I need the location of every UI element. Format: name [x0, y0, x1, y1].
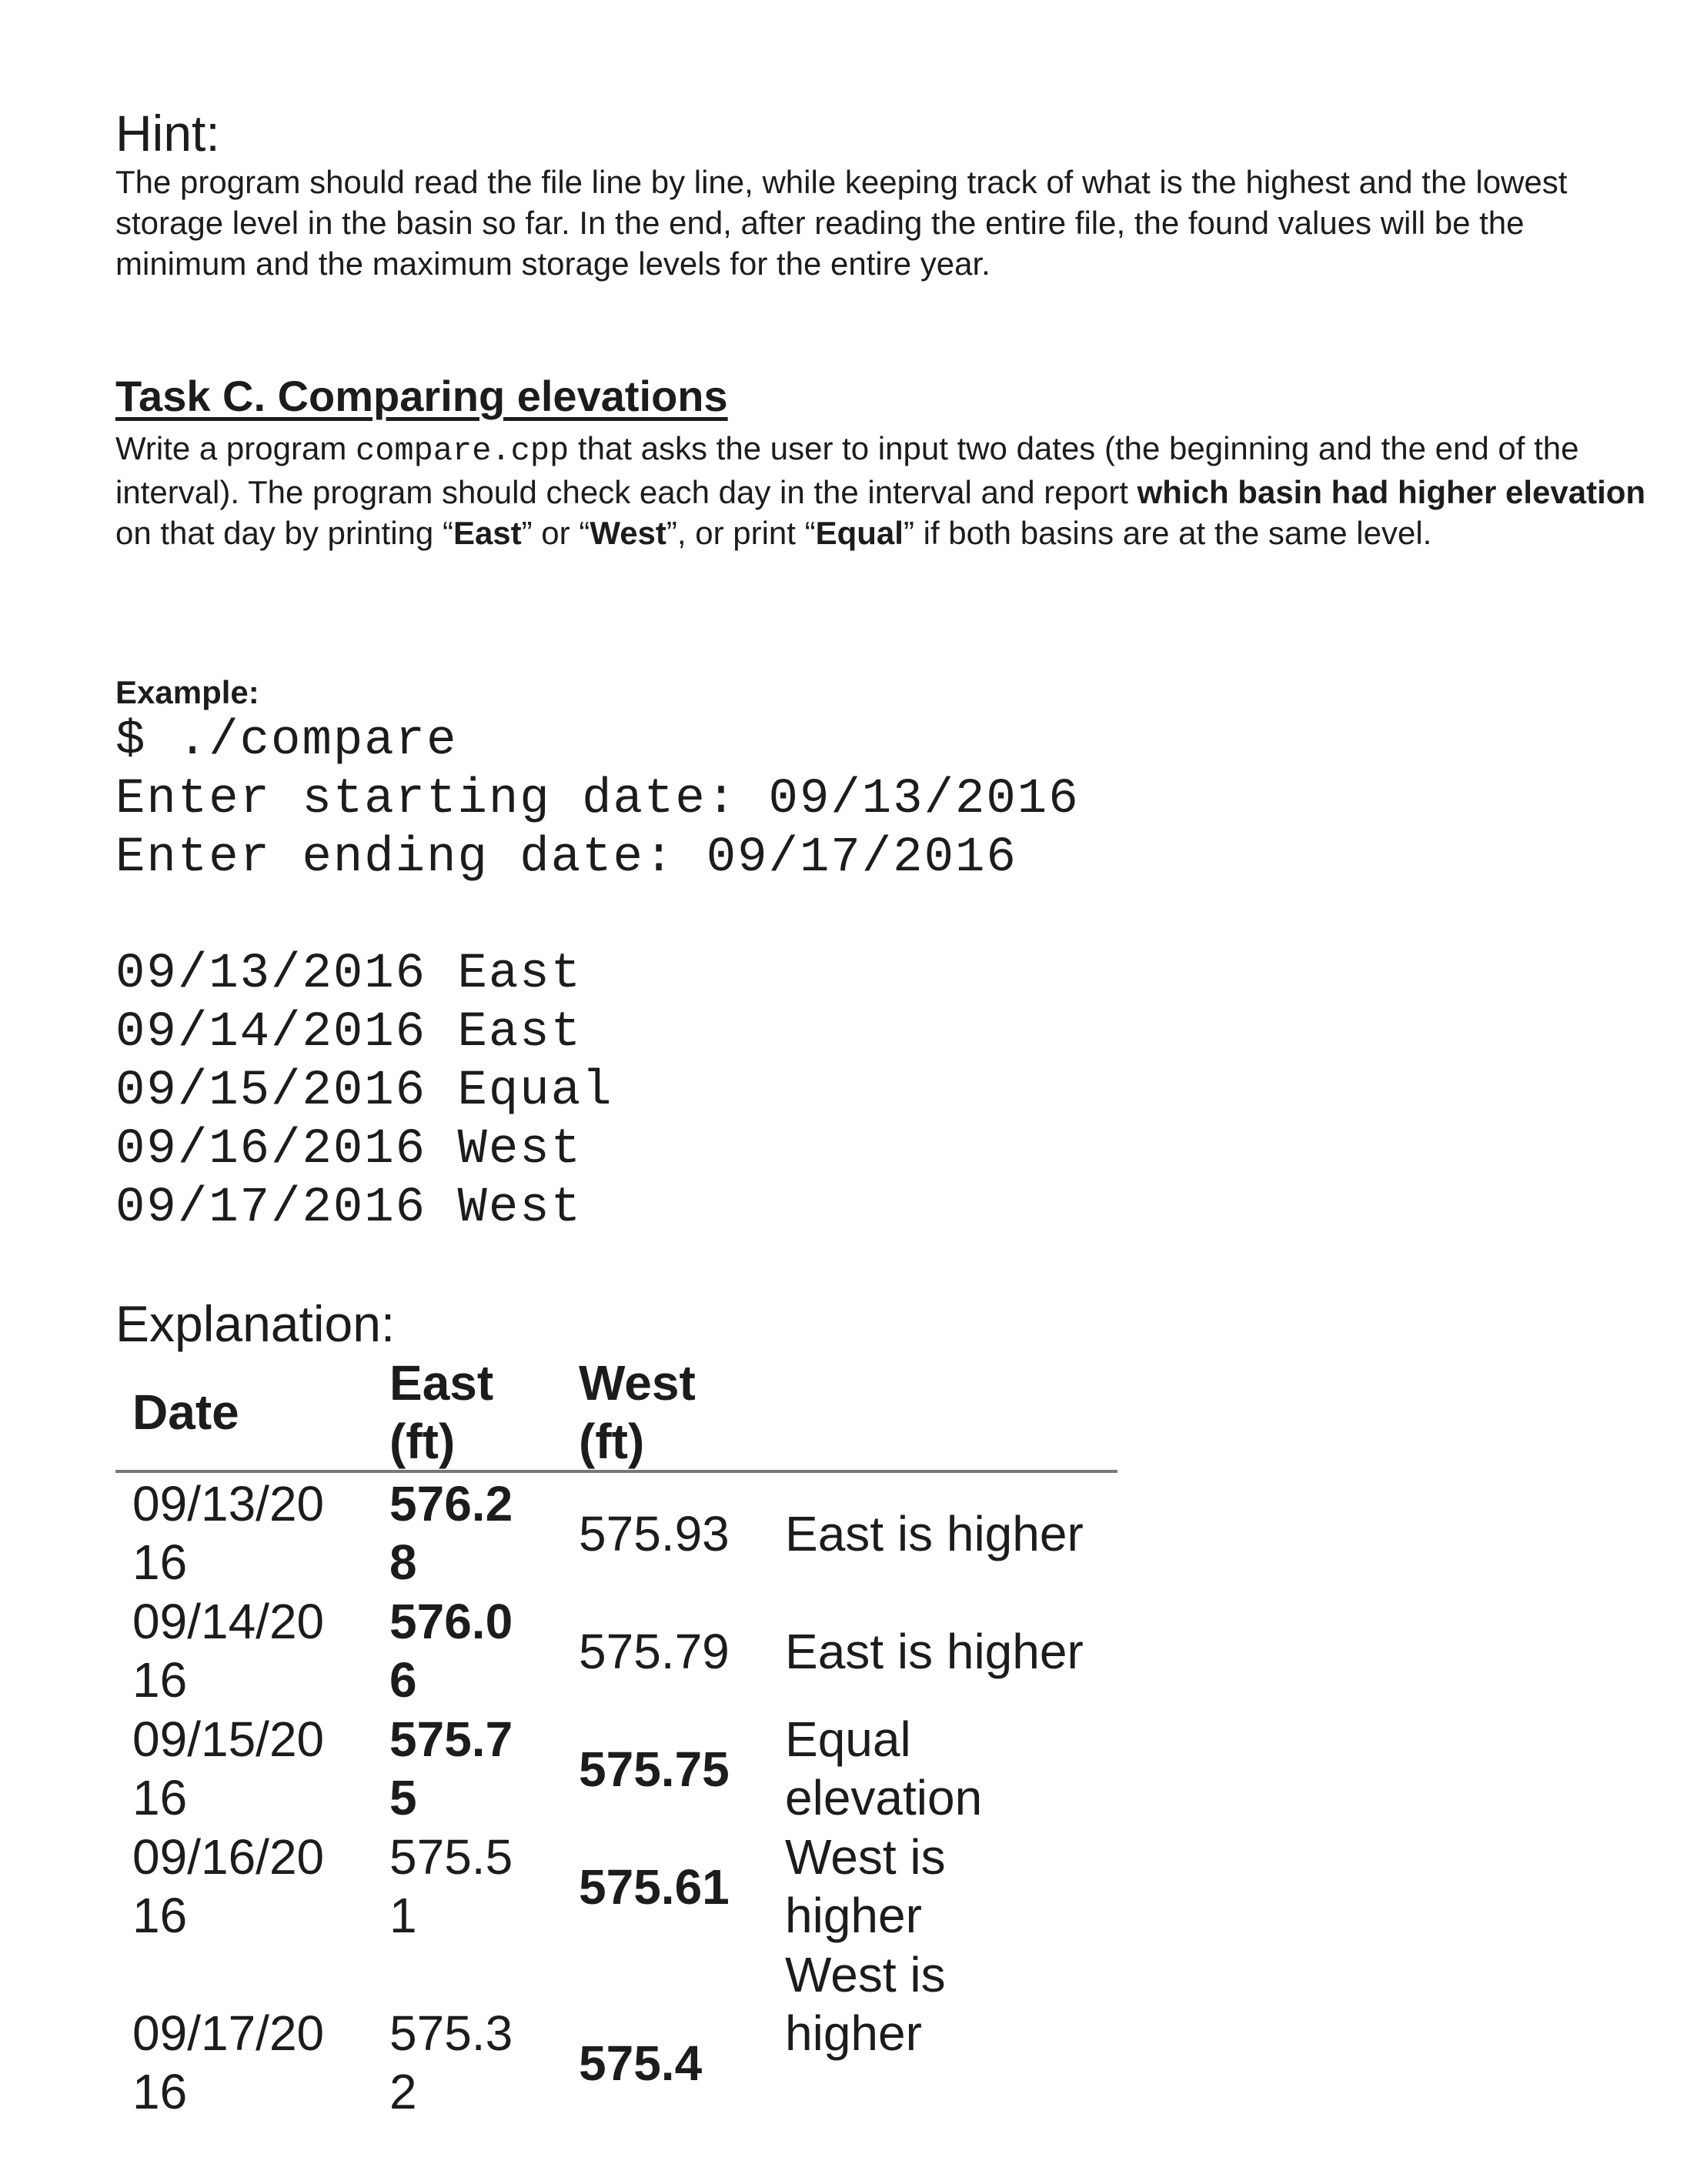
row-3-date: [132, 1710, 324, 1827]
date-part: 16: [132, 1888, 188, 1943]
header-west-unit: (ft): [579, 1414, 645, 1469]
terminal-line: Enter ending date: 09/17/2016: [115, 830, 1017, 886]
output-line: 09/15/2016 Equal: [115, 1064, 613, 1119]
date-part: 09/13/20: [132, 1476, 325, 1531]
row-5-east: [389, 2004, 513, 2121]
header-east-line: East: [389, 1355, 494, 1411]
row-5-west: 575.4: [579, 2035, 703, 2091]
output-line: 09/16/2016 West: [115, 1122, 583, 1177]
task-paragraph: [115, 428, 1647, 553]
table-rule: [115, 1470, 1117, 1473]
hint-heading: Hint:: [115, 105, 220, 162]
row-4-result: [785, 1828, 946, 1945]
task-title: Task C. Comparing elevations: [115, 372, 728, 420]
east-part: 576.2: [389, 1476, 513, 1531]
terminal-block: [115, 712, 1080, 887]
east-part: 575.7: [389, 1711, 513, 1767]
task-equal: Equal: [815, 515, 904, 551]
task-text-6: ” if both basins are at the same level.: [903, 515, 1432, 551]
header-date: Date: [132, 1384, 239, 1440]
header-east: [389, 1354, 493, 1471]
date-part: 09/17/20: [132, 2005, 325, 2061]
task-text-3: on that day by printing “: [115, 515, 453, 551]
east-part: 6: [389, 1652, 417, 1708]
row-4-date: [132, 1828, 324, 1945]
date-part: 16: [132, 2064, 188, 2119]
row-4-west: 575.61: [579, 1859, 730, 1915]
row-1-west: 575.93: [579, 1506, 730, 1561]
header-west: [579, 1354, 696, 1471]
date-part: 09/14/20: [132, 1594, 325, 1649]
task-text-5: ”, or print “: [666, 515, 816, 551]
row-1-date: [132, 1474, 324, 1591]
row-2-result: [785, 1622, 1084, 1681]
task-east: East: [453, 515, 522, 551]
east-part: 575.5: [389, 1829, 513, 1885]
example-label: Example:: [115, 674, 259, 710]
row-3-result: [785, 1710, 982, 1827]
date-part: 16: [132, 1770, 188, 1825]
row-1-east: [389, 1474, 513, 1591]
east-part: 575.3: [389, 2005, 513, 2061]
east-part: 1: [389, 1888, 417, 1943]
row-2-west: 575.79: [579, 1624, 730, 1679]
row-2-east: [389, 1592, 513, 1709]
row-1-result: [785, 1504, 1084, 1563]
east-part: 576.0: [389, 1594, 513, 1649]
row-5-date: [132, 2004, 324, 2121]
result-line: East is higher: [785, 1624, 1084, 1679]
terminal-line: Enter starting date: 09/13/2016: [115, 772, 1080, 827]
result-line: higher: [785, 1888, 922, 1943]
date-part: 16: [132, 1534, 188, 1590]
result-line: West is: [785, 1947, 946, 2002]
row-2-date: [132, 1592, 324, 1709]
explanation-heading: Explanation:: [115, 1295, 396, 1352]
hint-paragraph: The program should read the file line by line, while keeping track of what is the highest and the lowest storage level in the basin so far. In the end, after reading the entire file, the found values will be the minimum and the maximum storage levels for the entire year.: [115, 164, 1568, 282]
task-text-1: Write a program: [115, 430, 356, 466]
result-line: higher: [785, 2005, 922, 2061]
header-east-unit: (ft): [389, 1414, 456, 1469]
result-line: elevation: [785, 1770, 983, 1825]
output-line: 09/13/2016 East: [115, 947, 583, 1002]
row-4-east: [389, 1828, 513, 1945]
row-5-result: [785, 1945, 946, 2062]
task-code: compare.cpp: [356, 432, 570, 469]
output-block: [115, 945, 613, 1237]
result-line: East is higher: [785, 1506, 1084, 1561]
terminal-line: $ ./compare: [115, 713, 458, 769]
row-3-west: 575.75: [579, 1742, 730, 1797]
task-text-4: ” or “: [521, 515, 590, 551]
east-part: 2: [389, 2064, 417, 2119]
task-west: West: [590, 515, 666, 551]
output-line: 09/17/2016 West: [115, 1180, 583, 1236]
task-bold-phrase: which basin had higher elevation: [1137, 474, 1646, 510]
date-part: 09/16/20: [132, 1829, 325, 1885]
date-part: 16: [132, 1652, 188, 1708]
result-line: West is: [785, 1829, 946, 1885]
date-part: 09/15/20: [132, 1711, 325, 1767]
task-text-2: that asks the user to input two dates (the beginning and the end of the interval). The program should check each day in the interval and report: [115, 430, 1579, 510]
header-west-line: West: [579, 1355, 696, 1411]
row-3-east: [389, 1710, 513, 1827]
output-line: 09/14/2016 East: [115, 1005, 583, 1060]
result-line: Equal: [785, 1711, 911, 1767]
east-part: 8: [389, 1534, 417, 1590]
east-part: 5: [389, 1770, 417, 1825]
